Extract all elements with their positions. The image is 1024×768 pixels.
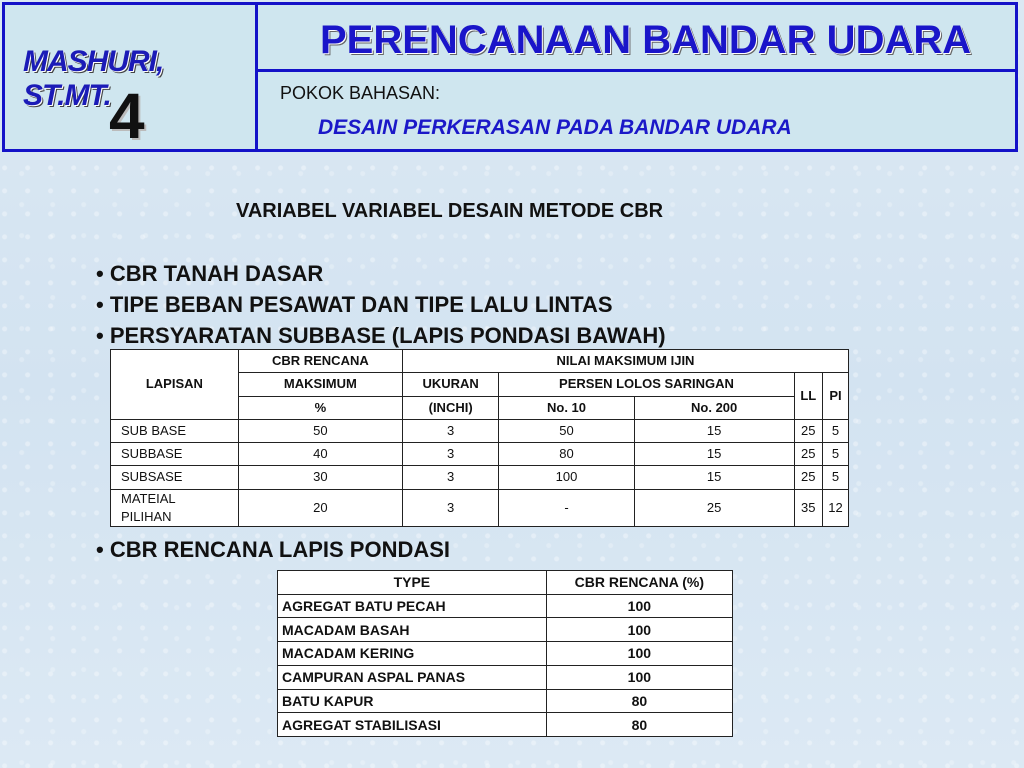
page-title: PERENCANAAN BANDAR UDARA	[320, 18, 972, 62]
cell-no200: 15	[634, 443, 794, 466]
cell-lapisan: SUBSASE	[111, 466, 239, 489]
cell-cbr: 100	[546, 642, 732, 666]
cell-cbr: 100	[546, 594, 732, 618]
cell-type: MACADAM KERING	[278, 642, 547, 666]
table-row	[278, 618, 733, 642]
table-row	[278, 594, 733, 618]
bullet-item: • PERSYARATAN SUBBASE (LAPIS PONDASI BAWAH)	[96, 323, 666, 348]
header-pi: PI	[822, 373, 848, 420]
cell-no200: 15	[634, 419, 794, 442]
cell-ukuran: 3	[402, 419, 498, 442]
cell-no10: -	[499, 489, 634, 527]
cell-type: MACADAM BASAH	[278, 618, 547, 642]
chapter-number: 4	[109, 80, 145, 152]
table-row	[111, 466, 849, 489]
cell-cbr: 100	[546, 665, 732, 689]
cell-cbr: 80	[546, 689, 732, 713]
cell-lapisan-line-1: MATEIAL	[121, 490, 176, 506]
cell-pi: 5	[822, 466, 848, 489]
header-type: TYPE	[278, 571, 547, 595]
header-no200: No. 200	[634, 396, 794, 419]
bullet-item: • CBR RENCANA LAPIS PONDASI	[96, 537, 451, 562]
cell-lapisan: SUBBASE	[111, 443, 239, 466]
header-percent: %	[238, 396, 402, 419]
cell-ukuran: 3	[402, 466, 498, 489]
header-lapisan: LAPISAN	[111, 350, 239, 420]
cell-type: AGREGAT BATU PECAH	[278, 594, 547, 618]
table-row	[111, 489, 849, 527]
cell-no200: 15	[634, 466, 794, 489]
cell-type: AGREGAT STABILISASI	[278, 713, 547, 737]
cell-no200: 25	[634, 489, 794, 527]
cell-ll: 25	[794, 466, 822, 489]
cell-pi: 12	[822, 489, 848, 527]
header-cbr-rencana: CBR RENCANA (%)	[546, 571, 732, 595]
foundation-cbr-table	[277, 570, 733, 737]
cell-ukuran: 3	[402, 489, 498, 527]
cell-ll: 25	[794, 443, 822, 466]
cell-lapisan	[111, 489, 239, 527]
cell-cbr: 50	[238, 419, 402, 442]
cell-type: CAMPURAN ASPAL PANAS	[278, 665, 547, 689]
author-name: MASHURI, ST.MT.	[23, 45, 164, 112]
table-row	[111, 419, 849, 442]
cell-no10: 50	[499, 419, 634, 442]
cell-lapisan: SUB BASE	[111, 419, 239, 442]
header-inchi: (INCHI)	[402, 396, 498, 419]
header-ukuran: UKURAN	[402, 373, 498, 396]
header-persen-lolos: PERSEN LOLOS SARINGAN	[499, 373, 794, 396]
cell-pi: 5	[822, 443, 848, 466]
table-row	[111, 443, 849, 466]
cell-cbr: 40	[238, 443, 402, 466]
cell-lapisan-line-2: PILIHAN	[121, 508, 172, 524]
subbase-requirements-table	[110, 349, 849, 527]
table-row	[278, 642, 733, 666]
cell-ll: 25	[794, 419, 822, 442]
bullet-list	[96, 258, 666, 351]
cell-type: BATU KAPUR	[278, 689, 547, 713]
cell-pi: 5	[822, 419, 848, 442]
cell-ukuran: 3	[402, 443, 498, 466]
table-row	[278, 689, 733, 713]
header-nilai: NILAI MAKSIMUM IJIN	[402, 350, 848, 373]
subtitle-label: POKOK BAHASAN:	[280, 83, 441, 103]
cell-no10: 100	[499, 466, 634, 489]
header-no10: No. 10	[499, 396, 634, 419]
cell-no10: 80	[499, 443, 634, 466]
table-row	[278, 713, 733, 737]
cell-cbr: 20	[238, 489, 402, 527]
bullet-item: • CBR TANAH DASAR	[96, 261, 324, 286]
cell-cbr: 80	[546, 713, 732, 737]
subtitle: DESAIN PERKERASAN PADA BANDAR UDARA	[318, 116, 792, 139]
author-panel	[5, 5, 258, 152]
cell-cbr: 30	[238, 466, 402, 489]
cell-ll: 35	[794, 489, 822, 527]
table-row	[278, 665, 733, 689]
cell-cbr: 100	[546, 618, 732, 642]
title-panel	[258, 5, 1015, 72]
header-maksimum: MAKSIMUM	[238, 373, 402, 396]
section-title: VARIABEL VARIABEL DESAIN METODE CBR	[236, 200, 664, 222]
header-cbr-rencana: CBR RENCANA	[238, 350, 402, 373]
slide-header	[2, 2, 1018, 152]
bullet-item: • TIPE BEBAN PESAWAT DAN TIPE LALU LINTAS	[96, 292, 613, 317]
header-ll: LL	[794, 373, 822, 420]
